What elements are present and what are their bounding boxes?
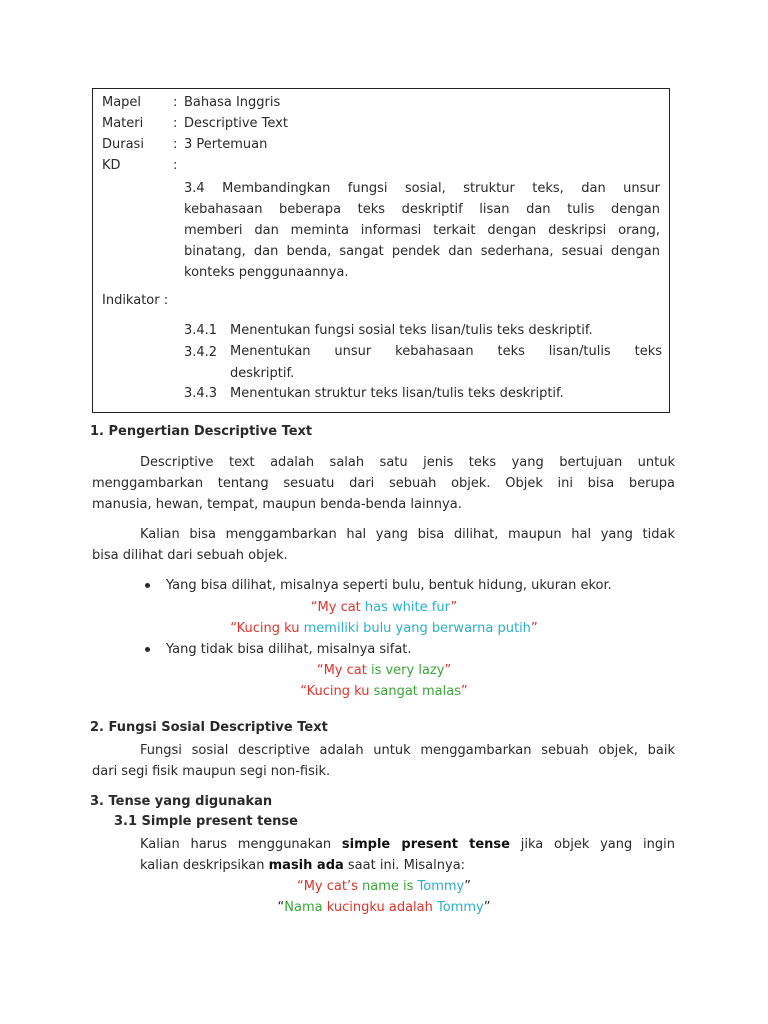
s1-p2-line-2: bisa dilihat dari sebuah objek.	[92, 548, 288, 563]
quote-close: ”	[450, 600, 458, 615]
s3-p2-text-a: kalian deskripsikan	[140, 858, 269, 873]
indikator-1-text: Menentukan fungsi sosial teks lisan/tulis teks deskriptif.	[230, 323, 593, 338]
s3-p-text-c: jika objek yang ingin	[509, 837, 675, 852]
s3-p-line-2	[140, 855, 465, 876]
example-1-subject: My cat	[317, 600, 361, 615]
bullet-dot	[145, 583, 150, 588]
example-1	[0, 597, 768, 618]
example-3-predicate: is very lazy	[366, 663, 445, 678]
section-1-heading: 1. Pengertian Descriptive Text	[90, 424, 313, 439]
example-6	[0, 897, 768, 918]
row-durasi-colon: :	[173, 137, 178, 152]
row-durasi-label: Durasi	[102, 137, 144, 152]
kd-line-3: memberi dan meminta informasi terkait dengan deskripsi orang,	[184, 223, 660, 238]
example-6-middle: kucingku adalah	[322, 900, 437, 915]
indikator-3-num: 3.4.3	[184, 386, 218, 401]
quote-open: “	[316, 663, 324, 678]
row-materi-value: Descriptive Text	[184, 116, 288, 131]
example-4-predicate: sangat malas	[369, 684, 461, 699]
section-2-heading: 2. Fungsi Sosial Descriptive Text	[90, 720, 328, 735]
indikator-3-text: Menentukan struktur teks lisan/tulis teks deskriptif.	[230, 386, 564, 401]
s3-p-text-a: Kalian harus menggunakan	[140, 837, 342, 852]
example-5	[0, 876, 768, 897]
s1-p1-line-1: Descriptive text adalah salah satu jenis teks yang bertujuan untuk	[140, 455, 675, 470]
example-6-name: Tommy	[437, 900, 484, 915]
example-1-predicate: has white fur	[360, 600, 451, 615]
row-mapel-value: Bahasa Inggris	[184, 95, 281, 110]
kd-line-4: binatang, dan benda, sangat pendek dan sederhana, sesuai dengan	[184, 244, 660, 259]
quote-open: “	[300, 684, 307, 699]
example-2	[0, 618, 768, 639]
s2-p-line-2: dari segi fisik maupun segi non-fisik.	[92, 764, 331, 779]
row-mapel-label: Mapel	[102, 95, 142, 110]
example-3-subject: My cat	[323, 663, 367, 678]
quote-close: ”	[444, 663, 452, 678]
quote-close: ”	[483, 900, 491, 915]
s3-p2-bold: masih ada	[268, 858, 344, 873]
bullet-1-text: Yang bisa dilihat, misalnya seperti bulu, bentuk hidung, ukuran ekor.	[166, 578, 612, 593]
example-5-name: Tommy	[417, 879, 465, 894]
row-kd-colon: :	[173, 158, 178, 173]
quote-close: ”	[461, 684, 468, 699]
indikator-label: Indikator :	[102, 293, 169, 308]
kd-line-5: konteks penggunaannya.	[184, 265, 349, 280]
section-3-1-heading: 3.1 Simple present tense	[114, 814, 298, 829]
section-3-heading: 3. Tense yang digunakan	[90, 794, 273, 809]
s3-p-bold: simple present tense	[341, 837, 510, 852]
s1-p2-line-1: Kalian bisa menggambarkan hal yang bisa dilihat, maupun hal yang tidak	[140, 527, 675, 542]
indikator-2-text: Menentukan unsur kebahasaan teks lisan/tulis teks	[230, 344, 662, 359]
s3-p-line-1	[140, 834, 675, 855]
example-5-subject: My cat’s	[303, 879, 358, 894]
quote-close: ”	[464, 879, 472, 894]
kd-line-2: kebahasaan beberapa teks deskriptif lisan dan tulis dengan	[184, 202, 660, 217]
s3-p2-text-c: saat ini. Misalnya:	[343, 858, 466, 873]
bullet-2-text: Yang tidak bisa dilihat, misalnya sifat.	[166, 642, 412, 657]
example-2-predicate: memiliki bulu yang berwarna putih	[299, 621, 531, 636]
quote-open: “	[296, 879, 304, 894]
row-mapel-colon: :	[173, 95, 178, 110]
indikator-2-num: 3.4.2	[184, 345, 218, 360]
indikator-1-num: 3.4.1	[184, 323, 218, 338]
indikator-2-text-cont: deskriptif.	[230, 366, 295, 381]
s1-p1-line-3: manusia, hewan, tempat, maupun benda-benda lainnya.	[92, 497, 462, 512]
quote-open: “	[230, 621, 237, 636]
example-4	[0, 681, 768, 702]
row-durasi-value: 3 Pertemuan	[184, 137, 268, 152]
example-4-subject: Kucing ku	[306, 684, 370, 699]
kd-line-1: 3.4 Membandingkan fungsi sosial, struktur teks, dan unsur	[184, 181, 660, 196]
quote-open: “	[277, 900, 285, 915]
bullet-dot	[145, 647, 150, 652]
row-kd-label: KD	[102, 158, 121, 173]
example-2-subject: Kucing ku	[236, 621, 300, 636]
row-materi-colon: :	[173, 116, 178, 131]
example-3	[0, 660, 768, 681]
example-6-subject: Nama	[284, 900, 323, 915]
s2-p-line-1: Fungsi sosial descriptive adalah untuk menggambarkan sebuah objek, baik	[140, 743, 675, 758]
row-materi-label: Materi	[102, 116, 144, 131]
s1-p1-line-2: menggambarkan tentang sesuatu dari sebuah objek. Objek ini bisa berupa	[92, 476, 675, 491]
quote-open: “	[310, 600, 318, 615]
example-5-middle: name is	[357, 879, 418, 894]
quote-close: ”	[530, 621, 538, 636]
